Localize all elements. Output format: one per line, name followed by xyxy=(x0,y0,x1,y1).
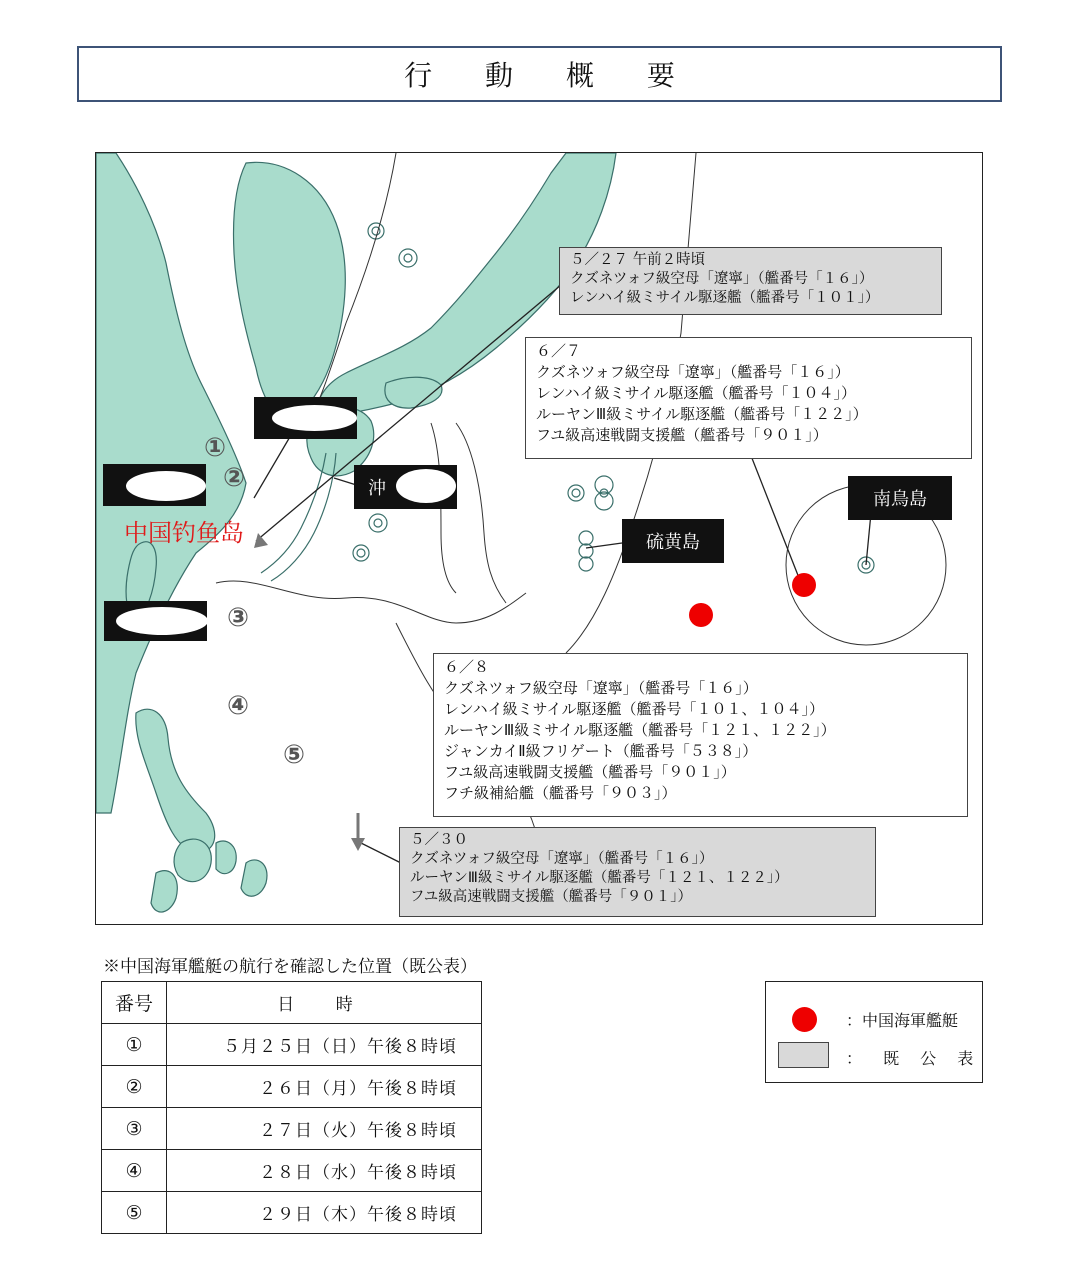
callout-line: ルーヤンⅢ級ミサイル駆逐艦（艦番号「１２１、１２２」） xyxy=(410,870,789,886)
header-datetime: 日 時 xyxy=(167,982,482,1024)
redaction-mark xyxy=(116,607,208,635)
callout-line: ジャンカイⅡ級フリゲート（艦番号「５３８」） xyxy=(444,742,758,760)
callout-line: フユ級高速戦闘支援艦（艦番号「９０１」） xyxy=(410,889,693,905)
callout-line: ５／２７ 午前２時頃 xyxy=(570,252,706,268)
published-swatch-icon xyxy=(778,1042,829,1068)
table-row xyxy=(102,1150,482,1192)
land-philippines xyxy=(136,709,215,853)
dates-table xyxy=(101,981,482,1234)
callout-line: ルーヤンⅢ級ミサイル駆逐艦（艦番号「１２２」） xyxy=(536,405,868,423)
table-row xyxy=(102,1066,482,1108)
place-label-iwoto: 硫黄島 xyxy=(622,519,724,563)
callout-jun8 xyxy=(433,653,968,817)
ship-dot-icon xyxy=(792,1007,817,1032)
marker-4: ④ xyxy=(226,691,249,721)
row-number: ④ xyxy=(102,1150,167,1192)
row-datetime: ２８日（水）午後８時頃 xyxy=(167,1150,482,1192)
row-number: ③ xyxy=(102,1108,167,1150)
annotation-text: 中国钓鱼岛 xyxy=(124,519,244,547)
note-text: ※中国海軍艦艇の航行を確認した位置（既公表） xyxy=(103,957,477,977)
callout-line: ５／３０ xyxy=(410,832,468,848)
legend xyxy=(765,981,983,1083)
row-datetime: ２６日（月）午後８時頃 xyxy=(167,1066,482,1108)
page-title: 行 動 概 要 xyxy=(77,46,1002,102)
callout-jun7 xyxy=(525,337,972,459)
callout-line: クズネツォフ級空母「遼寧」（艦番号「１６」） xyxy=(536,363,850,381)
row-number: ② xyxy=(102,1066,167,1108)
marker-1: ① xyxy=(203,433,226,463)
callout-line: フチ級補給艦（艦番号「９０３」） xyxy=(444,784,677,802)
callout-line: レンハイ級ミサイル駆逐艦（艦番号「１０１」） xyxy=(570,290,880,306)
place-label-part: 沖 xyxy=(368,478,386,499)
land-korea xyxy=(234,162,346,423)
table-row xyxy=(102,1192,482,1234)
redaction-mark xyxy=(126,471,206,501)
callout-line: ６／７ xyxy=(536,342,582,360)
callout-may27 xyxy=(559,247,942,315)
table-header-row xyxy=(102,982,482,1024)
redaction-mark xyxy=(272,405,357,431)
callout-line: クズネツォフ級空母「遼寧」（艦番号「１６」） xyxy=(444,679,758,697)
row-datetime: ２９日（木）午後８時頃 xyxy=(167,1192,482,1234)
legend-published-label: ： 既 公 表 xyxy=(846,1049,982,1068)
marker-2: ② xyxy=(222,463,245,493)
place-label-minamitorishima: 南鳥島 xyxy=(848,476,952,520)
ship-dot xyxy=(792,573,816,597)
marker-3: ③ xyxy=(226,603,249,633)
table-row xyxy=(102,1024,482,1066)
map-panel xyxy=(95,152,983,925)
callout-may30 xyxy=(399,827,876,917)
marker-5: ⑤ xyxy=(282,740,305,770)
ship-dot xyxy=(689,603,713,627)
row-datetime: ５月２５日（日）午後８時頃 xyxy=(167,1024,482,1066)
header-number: 番号 xyxy=(102,982,167,1024)
callout-line: クズネツォフ級空母「遼寧」（艦番号「１６」） xyxy=(410,851,714,867)
callout-line: フユ級高速戦闘支援艦（艦番号「９０１」） xyxy=(444,763,736,781)
callout-line: フユ級高速戦闘支援艦（艦番号「９０１」） xyxy=(536,426,828,444)
arrow-icon xyxy=(254,533,365,851)
row-number: ① xyxy=(102,1024,167,1066)
row-number: ⑤ xyxy=(102,1192,167,1234)
row-datetime: ２７日（火）午後８時頃 xyxy=(167,1108,482,1150)
callout-line: レンハイ級ミサイル駆逐艦（艦番号「１０４」） xyxy=(536,384,857,402)
callout-line: レンハイ級ミサイル駆逐艦（艦番号「１０１、１０４」） xyxy=(444,700,825,718)
legend-ship-label: ：中国海軍艦艇 xyxy=(846,1011,959,1030)
redaction-mark xyxy=(396,469,456,503)
callout-line: クズネツォフ級空母「遼寧」（艦番号「１６」） xyxy=(570,271,874,287)
table-row xyxy=(102,1108,482,1150)
callout-line: ルーヤンⅢ級ミサイル駆逐艦（艦番号「１２１、１２２」） xyxy=(444,721,836,739)
callout-line: ６／８ xyxy=(444,658,490,676)
